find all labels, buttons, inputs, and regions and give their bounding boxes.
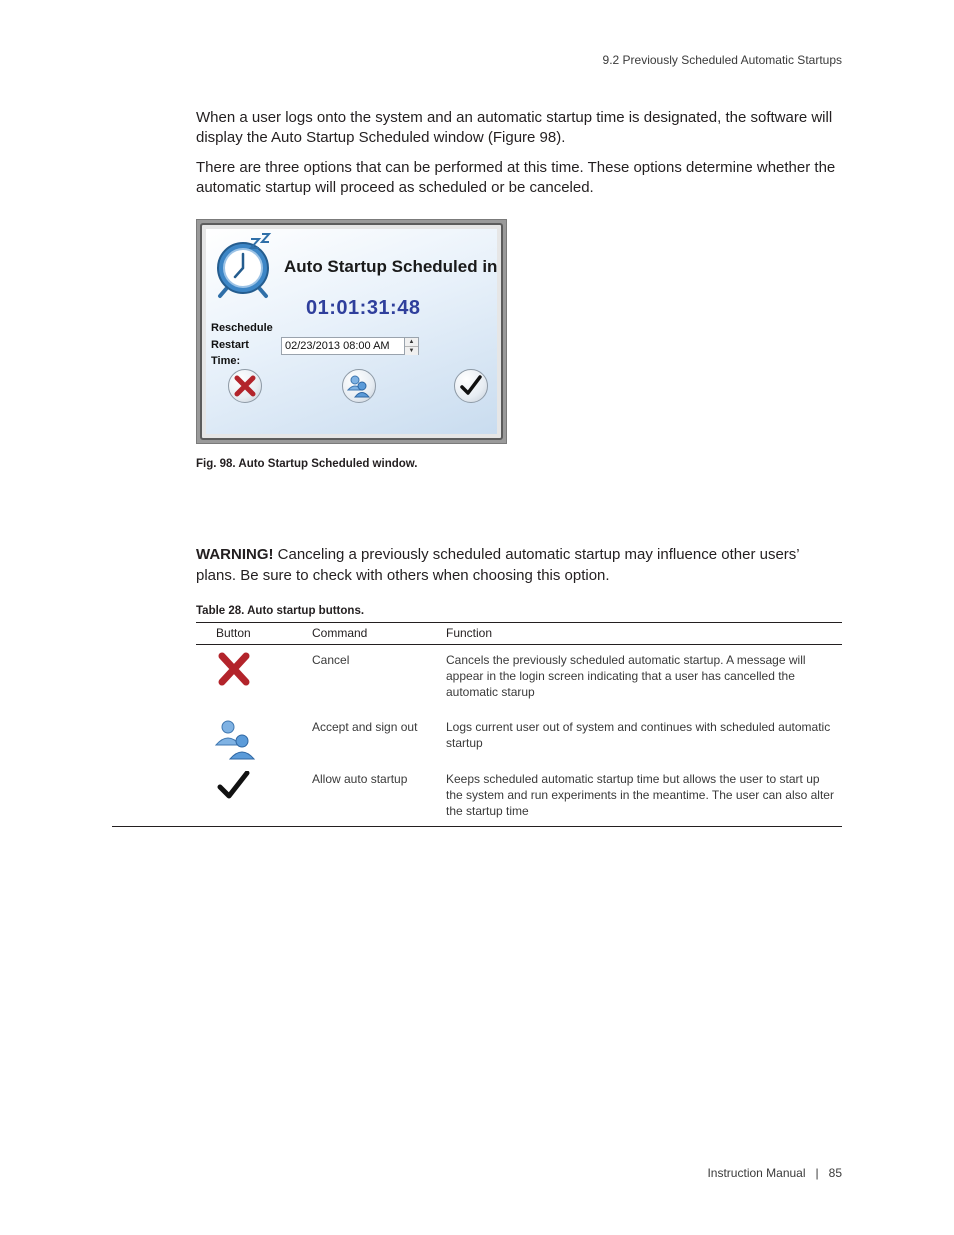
table-top-rule xyxy=(196,622,842,623)
restart-time-value: 02/23/2013 08:00 AM xyxy=(285,340,390,352)
countdown-timer: 01:01:31:48 xyxy=(306,297,421,319)
accept-and-sign-out-button[interactable] xyxy=(342,369,376,403)
window-frame xyxy=(200,223,503,440)
function-cell: Keeps scheduled automatic startup time but allows the user to start up the system and run experiments in the meantime. The user can also alter the startup time xyxy=(446,772,834,818)
options-paragraph: There are three options that can be performed at this time. These options determine whether the automatic startup will proceed as scheduled or be canceled. xyxy=(196,159,836,196)
checkmark-icon xyxy=(459,374,483,398)
spin-down-icon[interactable]: ▼ xyxy=(405,346,418,355)
time-spinner[interactable] xyxy=(404,338,418,354)
warning-label: WARNING! xyxy=(196,546,274,563)
dialog-title: Auto Startup Scheduled in xyxy=(284,257,497,276)
page-footer: Instruction Manual | 85 xyxy=(707,1166,842,1180)
table-bottom-rule xyxy=(112,826,842,827)
cancel-button[interactable] xyxy=(228,369,262,403)
function-cell: Cancels the previously scheduled automatic startup. A message will appear in the login screen indicating that a user has cancelled the automatic starup xyxy=(446,653,806,699)
auto-startup-screenshot xyxy=(196,219,507,444)
allow-auto-startup-button[interactable] xyxy=(454,369,488,403)
command-cell: Cancel xyxy=(312,653,350,667)
header-button: Button xyxy=(216,626,251,640)
checkmark-icon xyxy=(214,771,254,806)
header-command: Command xyxy=(312,626,368,640)
running-head: 9.2 Previously Scheduled Automatic Startups xyxy=(602,53,842,67)
warning-text: Canceling a previously scheduled automatic startup may influence other users’ plans. Be sure to check with others when choosing this option. xyxy=(196,546,800,584)
warning-paragraph xyxy=(196,544,836,586)
users-icon xyxy=(346,374,372,398)
red-x-icon xyxy=(233,374,257,398)
red-x-icon xyxy=(214,652,254,691)
alarm-clock-icon xyxy=(212,233,278,304)
function-cell: Logs current user out of system and continues with scheduled automatic startup xyxy=(446,720,831,750)
table-title: Table 28. Auto startup buttons. xyxy=(196,605,365,617)
table-header-rule xyxy=(196,644,842,645)
dialog-body xyxy=(206,229,497,434)
figure-caption: Fig. 98. Auto Startup Scheduled window. xyxy=(196,458,418,470)
spin-up-icon[interactable]: ▲ xyxy=(405,338,418,346)
intro-paragraph: When a user logs onto the system and an automatic startup time is designated, the software will display the Auto Startup Scheduled window (Figure 98). xyxy=(196,109,833,146)
command-cell: Allow auto startup xyxy=(312,772,408,786)
users-icon xyxy=(214,719,258,768)
header-function: Function xyxy=(446,626,493,640)
command-cell: Accept and sign out xyxy=(312,720,418,734)
restart-time-field[interactable] xyxy=(281,337,419,355)
reschedule-label: Reschedule Restart Time: xyxy=(211,322,273,367)
